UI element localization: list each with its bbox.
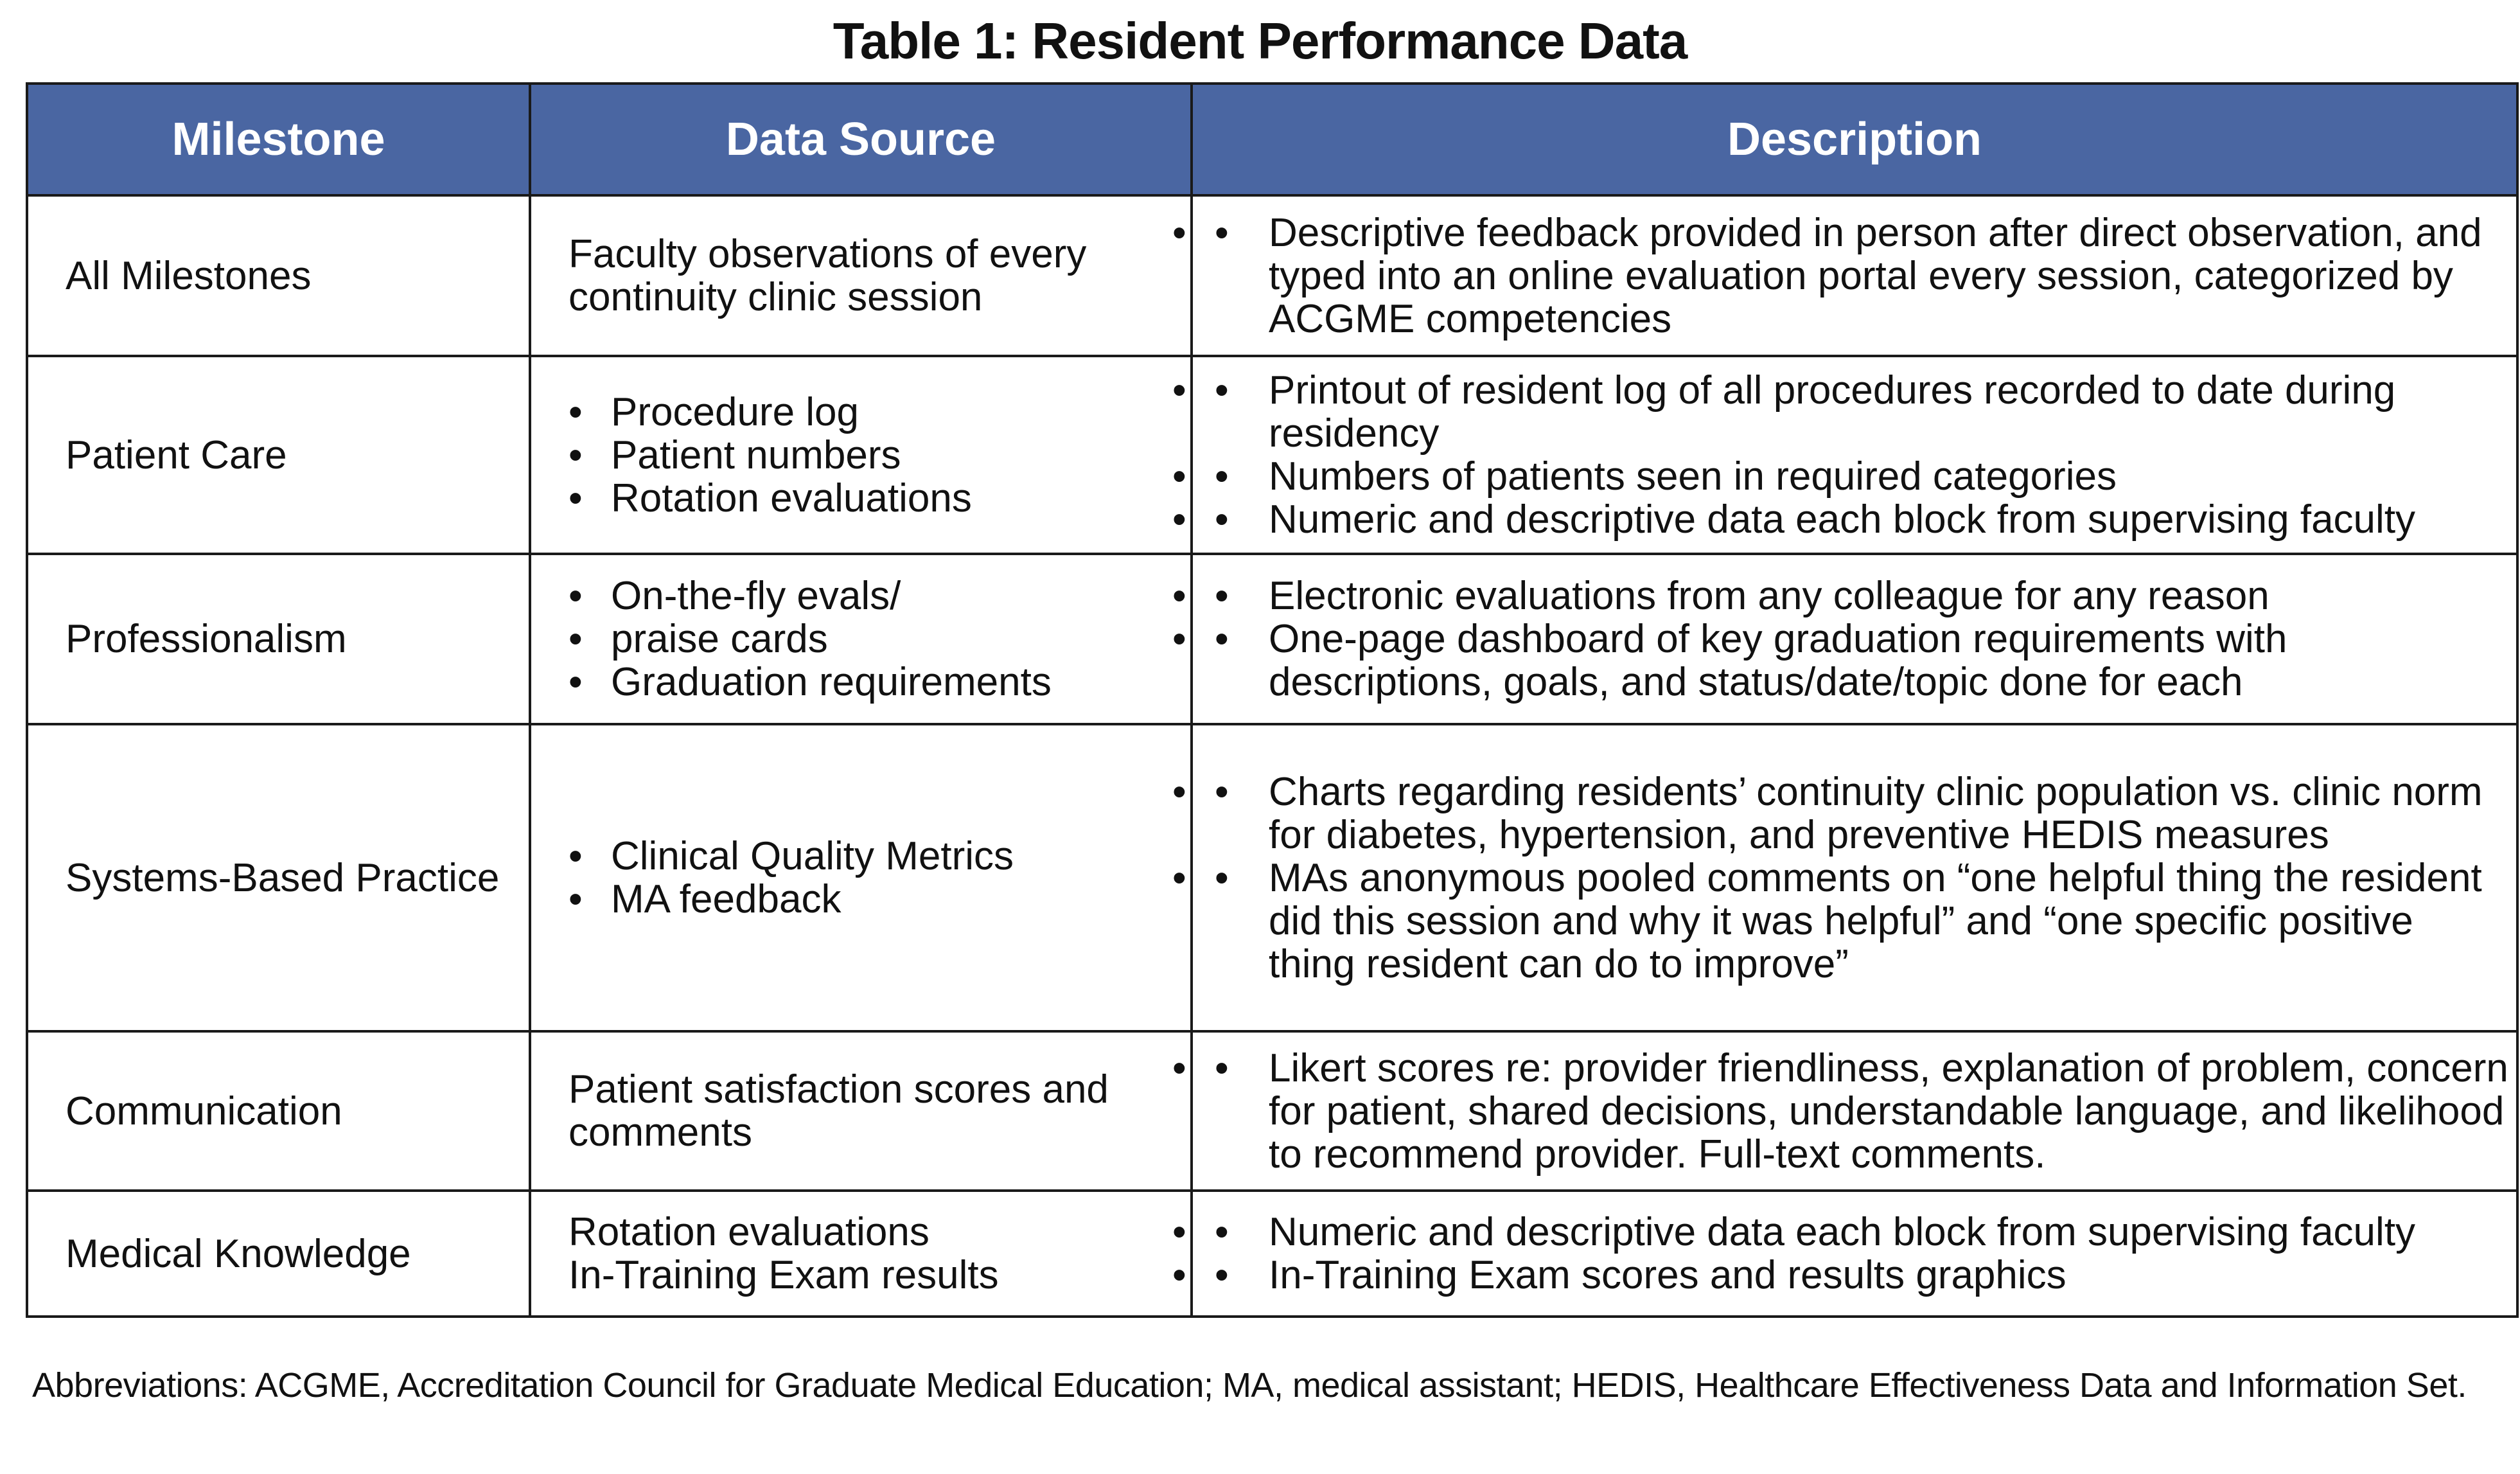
bullet-icon: • xyxy=(1215,769,1229,814)
milestone-cell: Medical Knowledge xyxy=(27,1191,530,1317)
table-row xyxy=(27,554,2517,724)
data-source-cell xyxy=(530,1031,1192,1191)
data-source-line: In-Training Exam results xyxy=(568,1253,999,1297)
description-item: • • In-Training Exam scores and results graphics xyxy=(1226,1254,2508,1297)
table-row xyxy=(27,724,2517,1031)
data-source-cell xyxy=(530,356,1192,554)
bullet-icon: • xyxy=(1215,1210,1229,1254)
description-cell xyxy=(1192,1191,2517,1317)
table-title: Table 1: Resident Performance Data xyxy=(833,12,1687,69)
description-cell xyxy=(1192,195,2517,356)
description-item: • • Likert scores re: provider friendliness, explanation of problem, concern for patient, shared decisions, understandable language, and likelihood to recommend provider. Full-text comments. xyxy=(1226,1047,2508,1176)
data-source-item: • Graduation requirements xyxy=(568,661,1177,704)
bullet-icon: • xyxy=(1215,454,1229,499)
column-header-description: Description xyxy=(1192,84,2517,195)
bullet-icon: • xyxy=(1215,210,1229,255)
data-source-item: • Patient numbers xyxy=(568,434,1177,477)
bullet-icon: • xyxy=(1215,1253,1229,1297)
milestone-cell: Systems-Based Practice xyxy=(27,724,530,1031)
description-item: • • Numbers of patients seen in required categories xyxy=(1226,455,2508,498)
milestone-cell: Communication xyxy=(27,1031,530,1191)
resident-performance-table xyxy=(26,82,2519,1318)
bullet-icon: • xyxy=(1215,855,1229,900)
data-source-item: • On-the-fly evals/ xyxy=(568,574,1177,617)
column-header-data-source: Data Source xyxy=(530,84,1192,195)
data-source-cell xyxy=(530,1191,1192,1317)
description-item: • • Descriptive feedback provided in person after direct observation, and typed into an online evaluation portal every session, categorized by ACGME competencies xyxy=(1226,211,2508,341)
data-source-line: Rotation evaluations xyxy=(568,1210,930,1254)
bullet-icon: • xyxy=(1215,617,1229,661)
description-cell xyxy=(1192,356,2517,554)
data-source-item: • Clinical Quality Metrics xyxy=(568,835,1177,878)
milestone-cell: Patient Care xyxy=(27,356,530,554)
column-header-milestone: Milestone xyxy=(27,84,530,195)
milestone-cell: Professionalism xyxy=(27,554,530,724)
description-cell xyxy=(1192,554,2517,724)
data-source-item: • Rotation evaluations xyxy=(568,477,1177,520)
description-item: • • Numeric and descriptive data each block from supervising faculty xyxy=(1226,1211,2508,1254)
table-row xyxy=(27,356,2517,554)
bullet-icon: • xyxy=(1215,368,1229,413)
data-source-line: Faculty observations of every xyxy=(568,232,1087,276)
description-cell xyxy=(1192,724,2517,1031)
description-item: • • MAs anonymous pooled comments on “one helpful thing the resident did this session and why it was helpful” and “one specific positive thing resident can do to improve” xyxy=(1226,857,2508,986)
table-row xyxy=(27,195,2517,356)
data-source-line: continuity clinic session xyxy=(568,275,983,319)
header-row xyxy=(27,84,2517,195)
description-item: • • Printout of resident log of all procedures recorded to date during residency xyxy=(1226,369,2508,455)
description-item: • • One-page dashboard of key graduation requirements with descriptions, goals, and status/date/topic done for each xyxy=(1226,617,2508,704)
table-row xyxy=(27,1191,2517,1317)
data-source-item: • Procedure log xyxy=(568,391,1177,434)
description-item: • • Electronic evaluations from any colleague for any reason xyxy=(1226,574,2508,617)
bullet-icon: • xyxy=(1215,574,1229,618)
data-source-item: • praise cards xyxy=(568,617,1177,661)
data-source-line: comments xyxy=(568,1110,752,1155)
data-source-cell xyxy=(530,554,1192,724)
milestone-cell: All Milestones xyxy=(27,195,530,356)
data-source-cell xyxy=(530,195,1192,356)
description-item: • • Numeric and descriptive data each block from supervising faculty xyxy=(1226,498,2508,541)
data-source-line: Patient satisfaction scores and xyxy=(568,1067,1109,1112)
bullet-icon: • xyxy=(1215,497,1229,542)
abbreviations-footnote: Abbreviations: ACGME, Accreditation Council for Graduate Medical Education; MA, medical assistant; HEDIS, Healthcare Effectiveness Data and Information Set. xyxy=(32,1366,2467,1405)
data-source-cell xyxy=(530,724,1192,1031)
data-source-item: • MA feedback xyxy=(568,878,1177,921)
table-row xyxy=(27,1031,2517,1191)
bullet-icon: • xyxy=(1215,1045,1229,1090)
description-cell xyxy=(1192,1031,2517,1191)
description-item: • • Charts regarding residents’ continuity clinic population vs. clinic norm for diabetes, hypertension, and preventive HEDIS measures xyxy=(1226,770,2508,857)
